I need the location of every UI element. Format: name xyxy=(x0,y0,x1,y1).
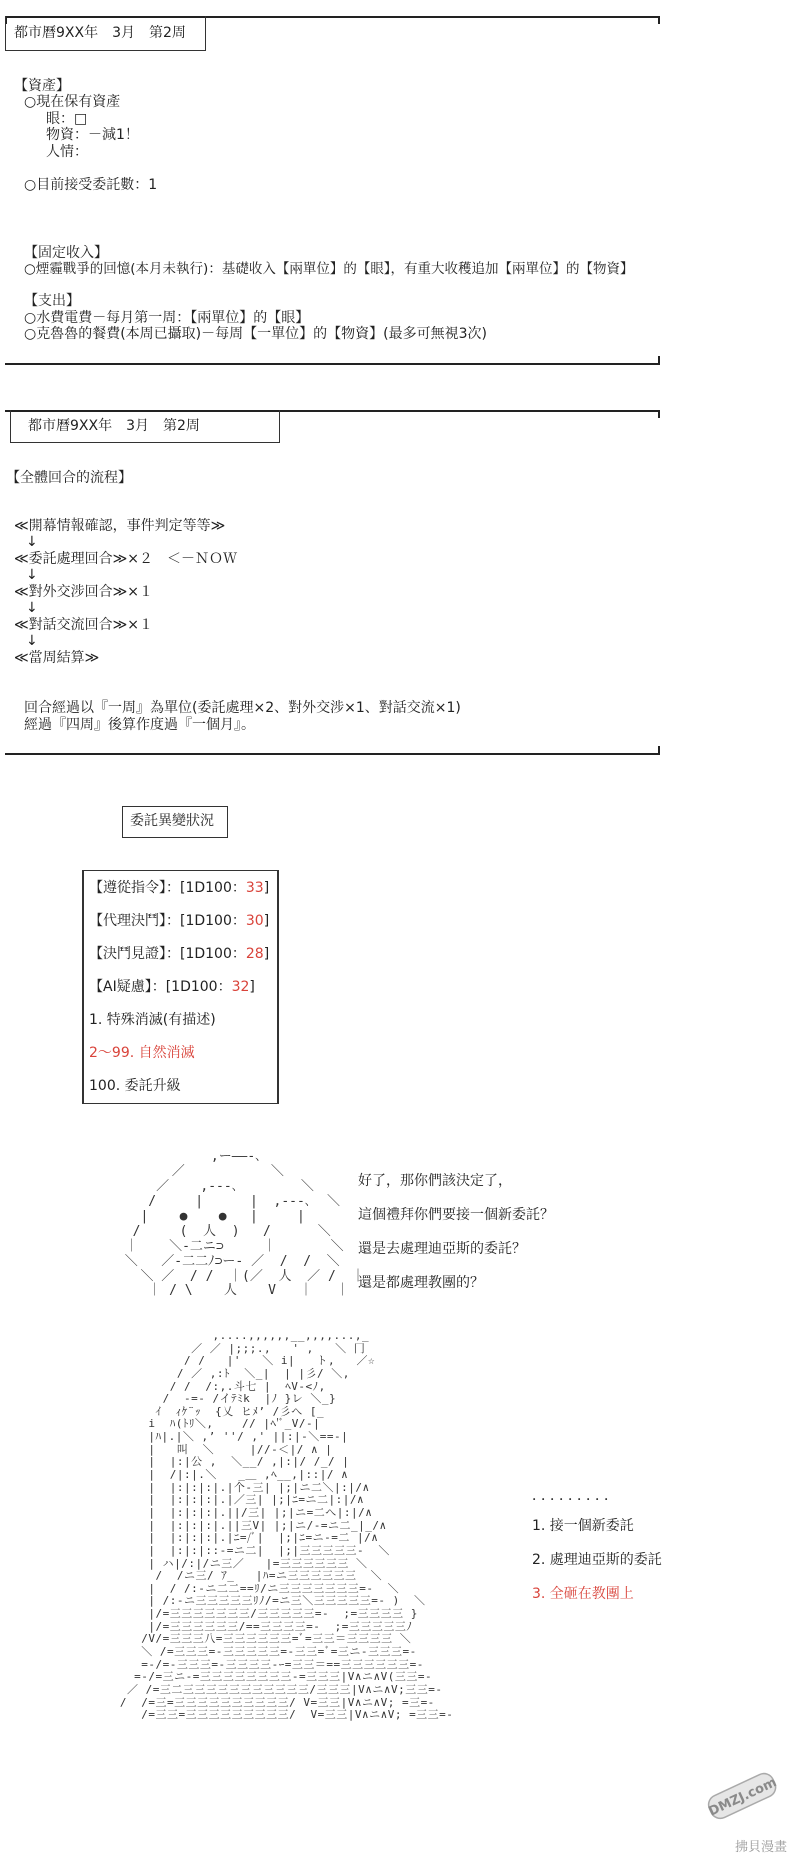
panel-1-top-right-tick xyxy=(658,16,660,24)
fixed-income-title: 【固定收入】 xyxy=(24,245,108,261)
commissions-count: ○目前接受委託數：1 xyxy=(24,177,158,193)
panel-1-header: 都市曆9XX年 3月 第2周 xyxy=(14,25,186,41)
panel-2-bottom-right-tick xyxy=(658,746,660,754)
roll-obey-orders: 【遵從指令】：[1D100：33] xyxy=(89,880,270,896)
roll-value: 30 xyxy=(245,913,264,929)
flow-note-1: 回合經過以『一周』為單位(委託處理×2、對外交涉×1、對話交流×1) xyxy=(24,700,461,716)
flow-arrow-3: ↓ xyxy=(26,600,38,616)
flow-note-2: 經過『四周』後算作度過『一個月』。 xyxy=(24,717,255,733)
panel-1-bottom-border xyxy=(5,363,660,365)
panel-2-top-right-tick xyxy=(658,410,660,418)
choice-new-commission[interactable]: 1. 接一個新委託 xyxy=(532,1518,634,1534)
flow-step-opening: ≪開幕情報確認，事件判定等等≫ xyxy=(14,518,226,534)
dialogue-line-2: 這個禮拜你們要接一個新委託？ xyxy=(358,1207,554,1223)
flow-title: 【全體回合的流程】 xyxy=(6,470,132,486)
asset-favor: 人情： xyxy=(46,144,88,160)
asset-eye: 眼：□ xyxy=(46,111,88,127)
flow-step-settlement: ≪當周結算≫ xyxy=(14,650,100,666)
flow-arrow-4: ↓ xyxy=(26,633,38,649)
anomaly-title: 委託異變狀況 xyxy=(130,813,214,829)
choice-church[interactable]: 3. 全砸在教團上 xyxy=(532,1586,634,1602)
character-art-bottom: ,....,,,,,,__,,,,...,_ ／ ／ |;;;., ' , ＼ 冂 / / |' ＼ i| ト, ／☆ / ／ ,:ﾄ ＼_| | |彡/ ＼, / / /:,.斗七 | ﾍV‐<ﾉ, / ‐=‐ /イﾃﾐk |ﾉ }レ ＼_} ｲ ｨｹ¨ｯ {乂 ヒﾒ’ /彡へ [_ i ﾊ(ﾄﾘ＼, // |ﾍ'ﾞ_V/‐| |ﾊ|.|＼ ,’ ''/ ,' ||:|‐＼==‐| | 叫 ＼ |//‐＜|/ ∧ | | |:|公 , ＼__/ ,|:|/ /_/ | | /|:|.＼ _＿ ,ﾍ__,|::|/ ∧ | |:|:|:|.|个‐三| |;|ニ二＼|:|/∧ | |:|:|:|.|／三| |;|ﾆ=ニ二|:|/∧ | |:|:|:|.||/三| |;|ニ=二へ|:|/∧ | |:|:|:|.||三V| |;|ニ/-=ニ二_|_/∧ | |:|:|:|.|ﾆ=/ﾞ| |;|ﾆ=ニ-=二 |/∧ | |:|:|::-=ニ二| |;|三三三三三- ＼ | ハ|/:|/ニ三／ |=三三三三三三 ＼ / /ニ三/ ｱ_ |ﾊ=ニ三三三三三三 ＼ | / /:-ニ二二==ﾘ/ニ三三三三三三三=- ＼ | /:-ニ三三三三三ﾘﾉ/=ニ三＼三三三三三=- ) ＼ |/=三三三三三三三/三三三三三=- ;=三三三三 } |/=三三三三三三/==三三三三=- ;=三三三三三ﾉ /V/=三三三八=三三三三三三=ﾞ=三三＝三三三三 ＼ ＼ /=三三三=-三三三三三=-三三=ﾞ=三ニ-三三三=- =-/=-三三三=-三三三三-ｰ=三三＝==三三三三三三=- =-/=三ニ-=三三三三三三三三-=三三三|V∧ニ∧V(三三=- ／ /=三二三三三三三三三三三三三/三三三|V∧ニ∧V;三三=- / /=三=三三三三三三三三三三/ V=三三|V∧ニ∧V; =三=- /=三三=三三三三三三三三三/ V=三三|V∧ニ∧V; =三三=- xyxy=(119,1329,454,1722)
character-art-top: ,ー――-､ ／ ＼ ／ ,-‐-､ ＼ / | | ,-‐-､ ＼ | ● ● | | / ( 人 ) / ＼ ｜ ＼‐二ニ⊃ ｜ ＼ ＼ ／‐二二ﾉ⊃ー‐ ／ / / ＼ ＼ ／ / / ｜(／ 人 ／ / ｜ ｜ / \ 人 V ｜ ｜ xyxy=(124,1149,365,1299)
choice-dias-commission[interactable]: 2. 處理迪亞斯的委託 xyxy=(532,1552,662,1568)
choice-dots: ．．．．．．．．． xyxy=(532,1488,620,1504)
fixed-income-line: ○煙霾戰爭的回憶(本月未執行)：基礎收入【兩單位】的【眼】，有重大收穫追加【兩單位】的【物資】 xyxy=(24,261,634,277)
panel-1-bottom-right-tick xyxy=(658,356,660,364)
expense-line-1: ○水費電費－每月第一周：【兩單位】的【眼】 xyxy=(24,310,310,326)
roll-value: 28 xyxy=(245,946,264,962)
roll-duel-witness: 【決鬥見證】：[1D100：28] xyxy=(89,946,270,962)
asset-supplies: 物資：－減1！ xyxy=(46,127,139,143)
result-natural: 2～99. 自然消滅 xyxy=(89,1045,195,1061)
dmzj-logo-icon xyxy=(700,1762,795,1832)
result-upgrade: 100. 委託升級 xyxy=(89,1078,181,1094)
flow-step-dialogue: ≪對話交流回合≫×１ xyxy=(14,617,154,633)
roll-value: 32 xyxy=(231,979,250,995)
panel-2-header: 都市曆9XX年 3月 第2周 xyxy=(28,418,200,434)
flow-step-negotiation: ≪對外交涉回合≫×１ xyxy=(14,584,154,600)
roll-value: 33 xyxy=(245,880,264,896)
roll-proxy-duel: 【代理決鬥】：[1D100：30] xyxy=(89,913,270,929)
roll-ai-doubt: 【AI疑慮】：[1D100：32] xyxy=(89,979,255,995)
expense-title: 【支出】 xyxy=(24,293,80,309)
assets-sub: ○現在保有資產 xyxy=(24,94,121,110)
assets-title: 【資產】 xyxy=(14,78,70,94)
expense-line-2: ○克魯魯的餐費(本周已攝取)－每周【一單位】的【物資】(最多可無視3次) xyxy=(24,326,487,342)
flow-step-commission: ≪委託處理回合≫×２ ＜－ＮＯＷ xyxy=(14,551,238,567)
flow-arrow-1: ↓ xyxy=(26,534,38,550)
flow-arrow-2: ↓ xyxy=(26,567,38,583)
dialogue-line-1: 好了，那你們該決定了， xyxy=(358,1173,512,1189)
watermark-logo-text: DMZJ.com xyxy=(706,1775,780,1820)
watermark-credit: 拂貝漫畫 xyxy=(735,1840,788,1855)
panel-2-bottom-border xyxy=(5,753,660,755)
result-special: 1. 特殊消滅(有描述) xyxy=(89,1012,216,1028)
dialogue-line-3: 還是去處理迪亞斯的委託？ xyxy=(358,1241,526,1257)
dialogue-line-4: 還是都處理教團的？ xyxy=(358,1275,484,1291)
